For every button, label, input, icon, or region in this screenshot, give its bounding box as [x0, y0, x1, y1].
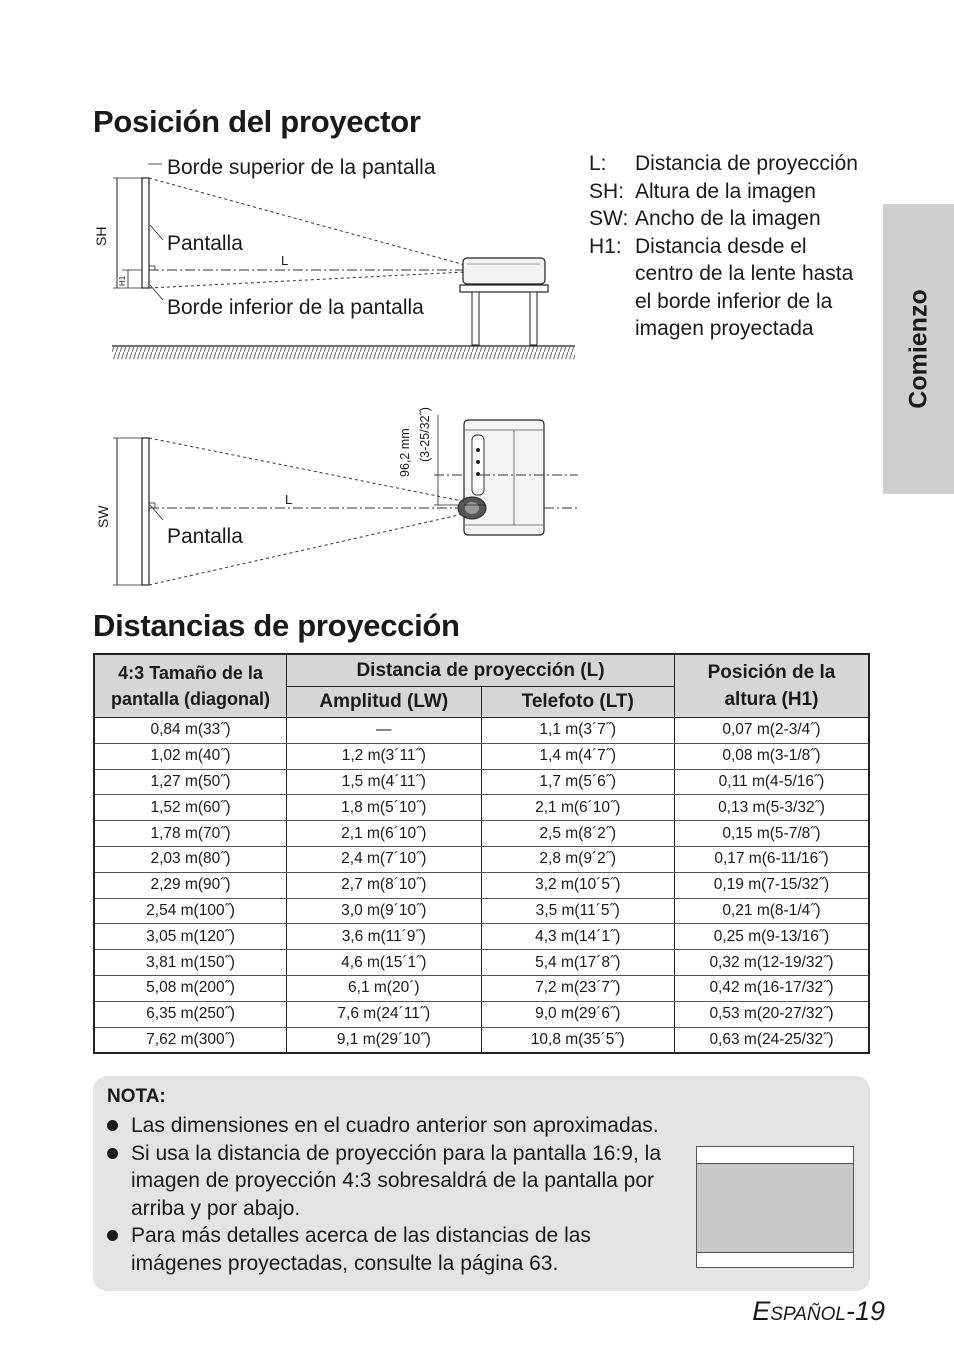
- section-title-position: Posición del proyector: [93, 104, 421, 139]
- screen-label-top: Pantalla: [167, 232, 243, 255]
- table-row: 1,27 m(50˝) 1,5 m(4´11˝) 1,7 m(5´6˝) 0,11 m(4-5/16˝): [94, 769, 869, 795]
- table-row: 3,81 m(150˝) 4,6 m(15´1˝) 5,4 m(17´8˝) 0,32 m(12-19/32˝): [94, 950, 869, 976]
- offset-mm-label: 96,2 mm: [398, 428, 412, 477]
- col-header-distance: Distancia de proyección (L): [287, 654, 675, 687]
- note-list: [107, 1112, 697, 1277]
- bullet-icon: [107, 1148, 118, 1159]
- bullet-icon: [107, 1120, 118, 1131]
- col-header-wide: Amplitud (LW): [287, 687, 481, 718]
- table-row: 6,35 m(250˝) 7,6 m(24´11˝) 9,0 m(29´6˝) 0,53 m(20-27/32˝): [94, 1001, 869, 1027]
- h1-label: H1: [118, 275, 127, 286]
- sh-label: SH: [93, 226, 109, 246]
- note-item: Las dimensiones en el cuadro anterior son aproximadas.: [107, 1112, 697, 1140]
- table-row: 1,78 m(70˝) 2,1 m(6´10˝) 2,5 m(8´2˝) 0,15 m(5-7/8˝): [94, 821, 869, 847]
- section-title-distance: Distancias de proyección: [93, 608, 460, 643]
- projection-distance-table: [93, 653, 870, 1054]
- side-view-diagram: [100, 160, 580, 365]
- bullet-icon: [107, 1230, 118, 1241]
- note-item: Si usa la distancia de proyección para la pantalla 16:9, la imagen de proyección 4:3 sobresaldrá de la pantalla por arriba y por abajo.: [107, 1140, 697, 1223]
- table-row: 2,54 m(100˝) 3,0 m(9´10˝) 3,5 m(11´5˝) 0,21 m(8-1/4˝): [94, 898, 869, 924]
- lower-edge-label: Borde inferior de la pantalla: [167, 296, 424, 319]
- table-row: 1,52 m(60˝) 1,8 m(5´10˝) 2,1 m(6´10˝) 0,13 m(5-3/32˝): [94, 795, 869, 821]
- l-label-top: L: [281, 253, 289, 268]
- side-tab[interactable]: [883, 204, 954, 494]
- legend-row: SW: Ancho de la imagen: [589, 207, 821, 230]
- note-title: NOTA:: [107, 1086, 166, 1107]
- legend-row: L: Distancia de proyección: [589, 152, 858, 175]
- screen-16-9-illustration: [696, 1146, 854, 1268]
- sw-label: SW: [95, 505, 111, 528]
- col-header-height: Posición de la altura (H1): [674, 654, 869, 718]
- projected-image-4-3: [697, 1163, 853, 1253]
- table-row: 2,29 m(90˝) 2,7 m(8´10˝) 3,2 m(10´5˝) 0,19 m(7-15/32˝): [94, 872, 869, 898]
- note-item: Para más detalles acerca de las distancias de las imágenes proyectadas, consulte la página 63.: [107, 1222, 651, 1277]
- table-row: 7,62 m(300˝) 9,1 m(29´10˝) 10,8 m(35´5˝) 0,63 m(24-25/32˝): [94, 1027, 869, 1053]
- table-row: 3,05 m(120˝) 3,6 m(11´9˝) 4,3 m(14´1˝) 0,25 m(9-13/16˝): [94, 924, 869, 950]
- side-tab-label: Comienzo: [904, 289, 932, 409]
- screen-label-bottom: Pantalla: [167, 525, 243, 548]
- table-row: 2,03 m(80˝) 2,4 m(7´10˝) 2,8 m(9´2˝) 0,17 m(6-11/16˝): [94, 846, 869, 872]
- l-label-bottom: L: [285, 492, 293, 507]
- page-footer: ESPAÑOL-19: [752, 1296, 885, 1326]
- offset-inch-label: (3-25/32˝): [418, 407, 432, 462]
- col-header-tele: Telefoto (LT): [481, 687, 674, 718]
- legend: [589, 150, 869, 343]
- upper-edge-label: Borde superior de la pantalla: [167, 156, 436, 179]
- legend-row: H1: Distancia desde el centro de la lente hasta el borde inferior de la imagen proyectada: [589, 234, 854, 340]
- table-row: 1,02 m(40˝) 1,2 m(3´11˝) 1,4 m(4´7˝) 0,08 m(3-1/8˝): [94, 743, 869, 769]
- col-header-size: 4:3 Tamaño de la pantalla (diagonal): [94, 654, 287, 718]
- table-body: [94, 718, 869, 1054]
- legend-row: SH: Altura de la imagen: [589, 179, 816, 203]
- top-view-diagram: [100, 380, 580, 590]
- table-row: 0,84 m(33˝) — 1,1 m(3´7˝) 0,07 m(2-3/4˝): [94, 718, 869, 744]
- table-row: 5,08 m(200˝) 6,1 m(20´) 7,2 m(23´7˝) 0,42 m(16-17/32˝): [94, 975, 869, 1001]
